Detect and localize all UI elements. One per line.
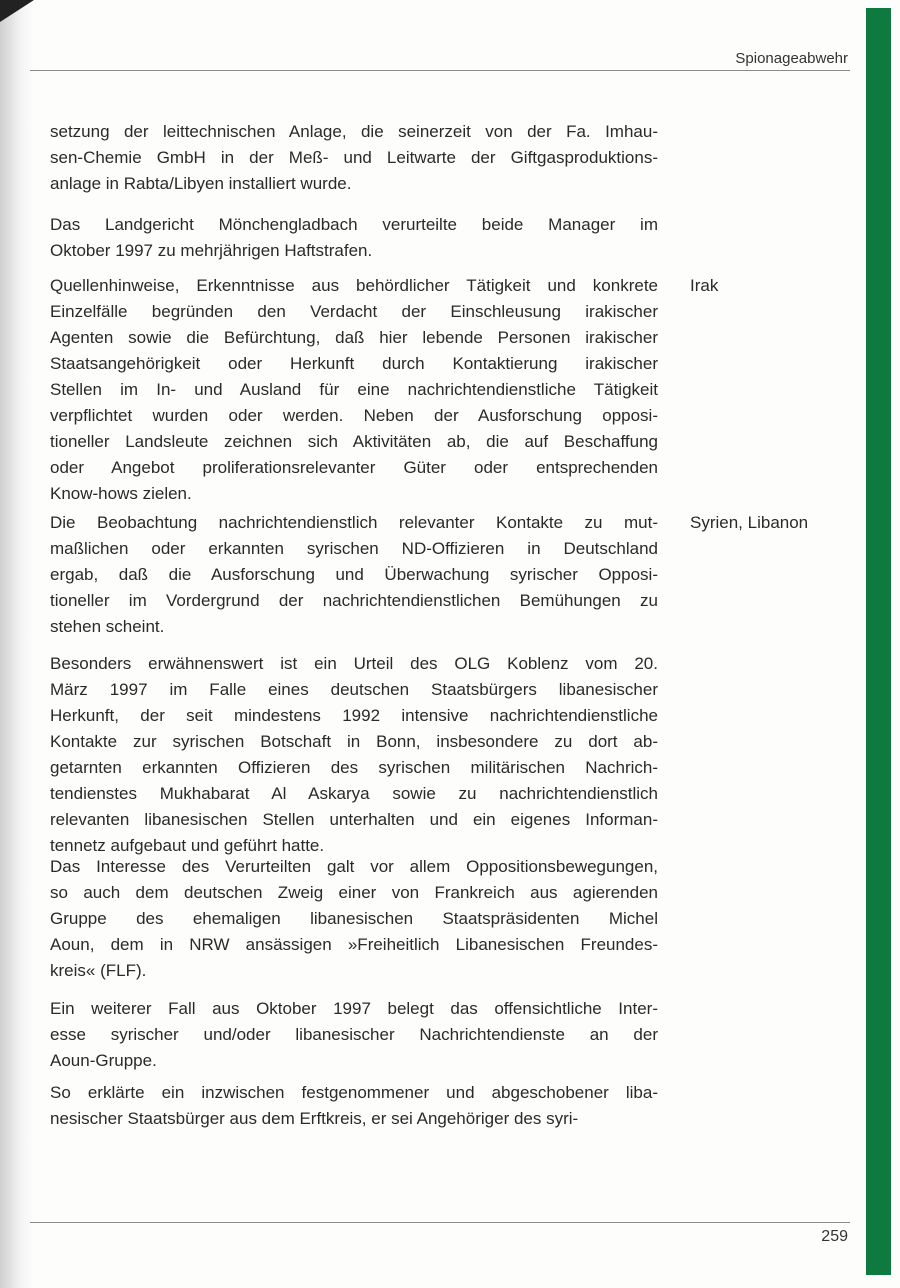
text-line: setzung der leittechnischen Anlage, die seinerzeit von der Fa. Imhau- bbox=[50, 122, 658, 141]
text-line: Einzelfälle begründen den Verdacht der Einschleusung irakischer bbox=[50, 302, 658, 321]
text-line: anlage in Rabta/Libyen installiert wurde. bbox=[50, 174, 352, 193]
paragraph bbox=[50, 1080, 658, 1132]
text-line: Quellenhinweise, Erkenntnisse aus behördlicher Tätigkeit und konkrete bbox=[50, 276, 658, 295]
text-line: ergab, daß die Ausforschung und Überwachung syrischer Opposi- bbox=[50, 565, 658, 584]
chapter-color-bar bbox=[866, 8, 891, 1275]
text-line: tioneller im Vordergrund der nachrichtendienstlichen Bemühungen zu bbox=[50, 591, 658, 610]
text-line: relevanten libanesischen Stellen unterhalten und ein eigenes Informan- bbox=[50, 810, 658, 829]
text-line: Gruppe des ehemaligen libanesischen Staatspräsidenten Michel bbox=[50, 909, 658, 928]
text-line: getarnten erkannten Offizieren des syrischen militärischen Nachrich- bbox=[50, 758, 658, 777]
text-line: Besonders erwähnenswert ist ein Urteil des OLG Koblenz vom 20. bbox=[50, 654, 658, 673]
text-line: Agenten sowie die Befürchtung, daß hier lebende Personen irakischer bbox=[50, 328, 658, 347]
text-line: Stellen im In- und Ausland für eine nachrichtendienstliche Tätigkeit bbox=[50, 380, 658, 399]
text-line: März 1997 im Falle eines deutschen Staatsbürgers libanesischer bbox=[50, 680, 658, 699]
text-line: tennetz aufgebaut und geführt hatte. bbox=[50, 836, 325, 855]
text-line: maßlichen oder erkannten syrischen ND-Offizieren in Deutschland bbox=[50, 539, 658, 558]
text-line: Know-hows zielen. bbox=[50, 484, 192, 503]
text-line: oder Angebot proliferationsrelevanter Güter oder entsprechenden bbox=[50, 458, 658, 477]
text-line: so auch dem deutschen Zweig einer von Frankreich aus agierenden bbox=[50, 883, 658, 902]
paragraph bbox=[50, 996, 658, 1074]
text-line: sen-Chemie GmbH in der Meß- und Leitwarte der Giftgasproduktions- bbox=[50, 148, 658, 167]
page-number: 259 bbox=[821, 1228, 848, 1245]
text-line: Das Landgericht Mönchengladbach verurteilte beide Manager im bbox=[50, 215, 658, 234]
paragraph bbox=[50, 510, 658, 640]
paragraph bbox=[50, 854, 658, 984]
page-corner bbox=[0, 0, 34, 22]
text-line: verpflichtet wurden oder werden. Neben der Ausforschung opposi- bbox=[50, 406, 658, 425]
text-line: Oktober 1997 zu mehrjährigen Haftstrafen. bbox=[50, 241, 373, 260]
paragraph bbox=[50, 273, 658, 507]
text-line: tendienstes Mukhabarat Al Askarya sowie zu nachrichtendienstlich bbox=[50, 784, 658, 803]
paragraph bbox=[50, 212, 658, 264]
text-line: Aoun-Gruppe. bbox=[50, 1051, 157, 1070]
text-line: kreis« (FLF). bbox=[50, 961, 147, 980]
text-line: Staatsangehörigkeit oder Herkunft durch Kontaktierung irakischer bbox=[50, 354, 658, 373]
text-line: esse syrischer und/oder libanesischer Nachrichtendienste an der bbox=[50, 1025, 658, 1044]
text-line: Kontakte zur syrischen Botschaft in Bonn, insbesondere zu dort ab- bbox=[50, 732, 658, 751]
text-line: tioneller Landsleute zeichnen sich Aktivitäten ab, die auf Beschaffung bbox=[50, 432, 658, 451]
text-line: stehen scheint. bbox=[50, 617, 165, 636]
running-header: Spionageabwehr bbox=[735, 50, 848, 67]
text-line: Herkunft, der seit mindestens 1992 intensive nachrichtendienstliche bbox=[50, 706, 658, 725]
text-line: nesischer Staatsbürger aus dem Erftkreis, er sei Angehöriger des syri- bbox=[50, 1109, 579, 1128]
book-spine-shadow bbox=[0, 0, 34, 1288]
text-line: Ein weiterer Fall aus Oktober 1997 belegt das offensichtliche Inter- bbox=[50, 999, 658, 1018]
margin-note-irak: Irak bbox=[690, 276, 719, 295]
margin-note-syrien-libanon: Syrien, Libanon bbox=[690, 513, 809, 532]
header-rule bbox=[30, 70, 850, 71]
text-line: Aoun, dem in NRW ansässigen »Freiheitlich Libanesischen Freundes- bbox=[50, 935, 658, 954]
footer-rule bbox=[30, 1222, 850, 1223]
paragraph bbox=[50, 119, 658, 197]
text-line: Die Beobachtung nachrichtendienstlich relevanter Kontakte zu mut- bbox=[50, 513, 658, 532]
paragraph bbox=[50, 651, 658, 859]
text-line: So erklärte ein inzwischen festgenommener und abgeschobener liba- bbox=[50, 1083, 658, 1102]
text-line: Das Interesse des Verurteilten galt vor allem Oppositionsbewegungen, bbox=[50, 857, 658, 876]
